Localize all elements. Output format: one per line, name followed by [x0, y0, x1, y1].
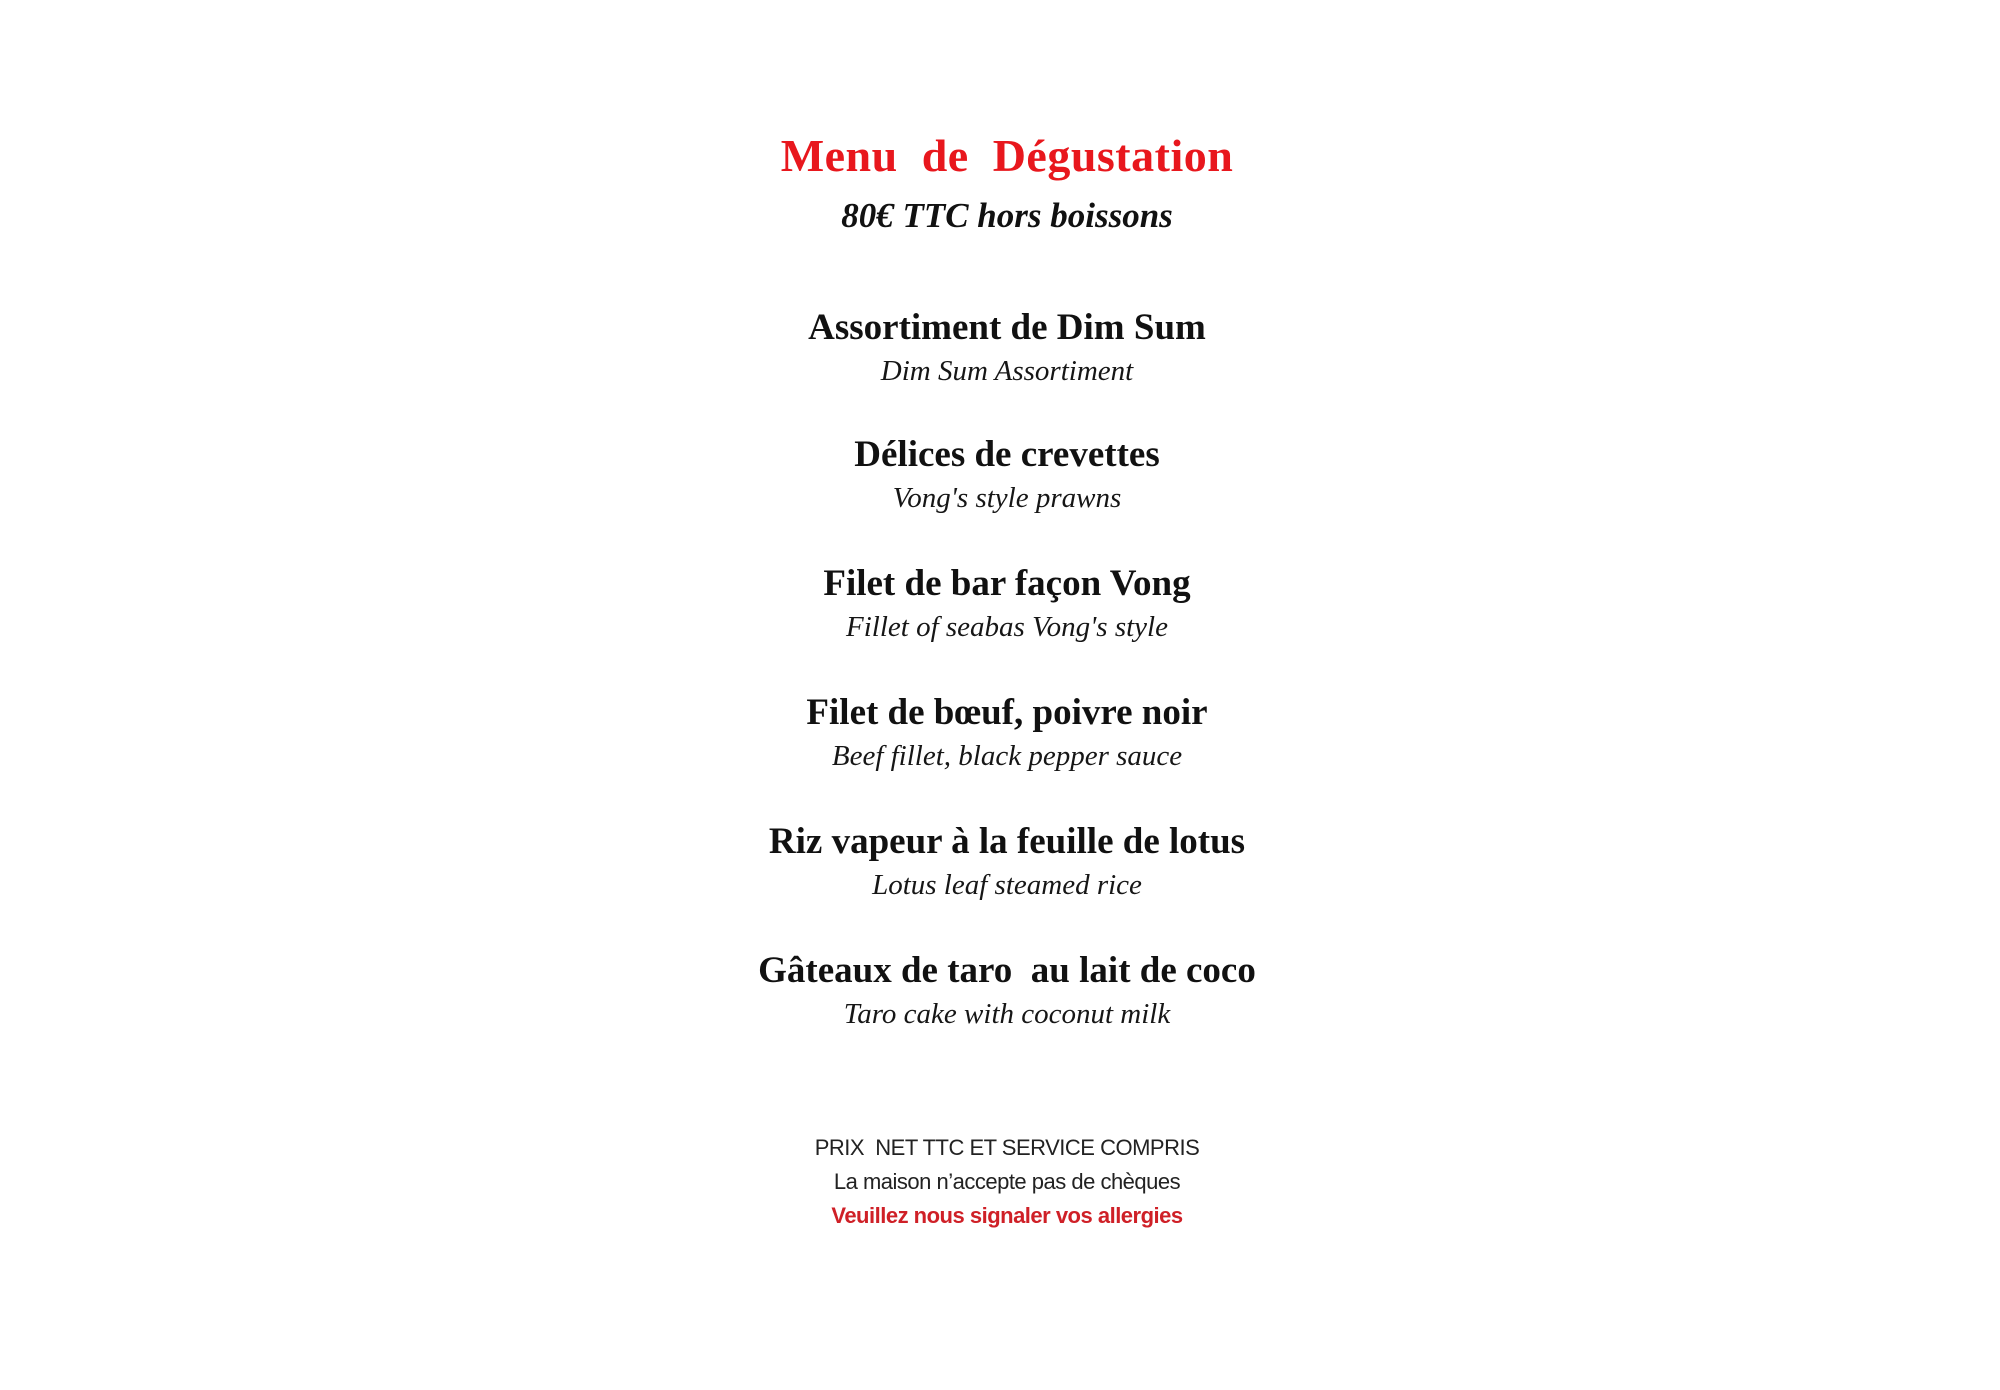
course-french-name: Filet de bar façon Vong	[823, 563, 1191, 604]
course-english-name: Lotus leaf steamed rice	[872, 869, 1142, 901]
course-french-name: Filet de bœuf, poivre noir	[806, 692, 1208, 733]
course-french-name: Riz vapeur à la feuille de lotus	[768, 821, 1246, 862]
course-item-seabass	[7, 562, 2000, 648]
course-english-name: Dim Sum Assortiment	[880, 355, 1134, 387]
menu-price-subtitle: 80€ TTC hors boissons	[841, 196, 1173, 235]
course-english-name: Vong's style prawns	[892, 482, 1122, 514]
course-item-taro-cake	[7, 949, 2000, 1035]
allergy-note: Veuillez nous signaler vos allergies	[831, 1203, 1183, 1228]
course-item-beef	[7, 691, 2000, 777]
menu-footer	[7, 1131, 2000, 1233]
course-item-dim-sum	[7, 306, 2000, 392]
course-english-name: Fillet of seabas Vong's style	[846, 611, 1168, 643]
course-item-rice	[7, 820, 2000, 906]
course-english-name: Beef fillet, black pepper sauce	[831, 740, 1183, 772]
course-french-name: Délices de crevettes	[854, 434, 1160, 475]
course-english-name: Taro cake with coconut milk	[843, 998, 1171, 1030]
course-french-name: Assortiment de Dim Sum	[808, 307, 1206, 348]
course-item-prawns	[7, 433, 2000, 519]
price-note: PRIX NET TTC ET SERVICE COMPRIS	[814, 1135, 1200, 1160]
course-french-name: Gâteaux de taro au lait de coco	[758, 950, 1256, 991]
cheque-note: La maison n’accepte pas de chèques	[833, 1169, 1181, 1194]
menu-title: Menu de Dégustation	[780, 130, 1234, 181]
